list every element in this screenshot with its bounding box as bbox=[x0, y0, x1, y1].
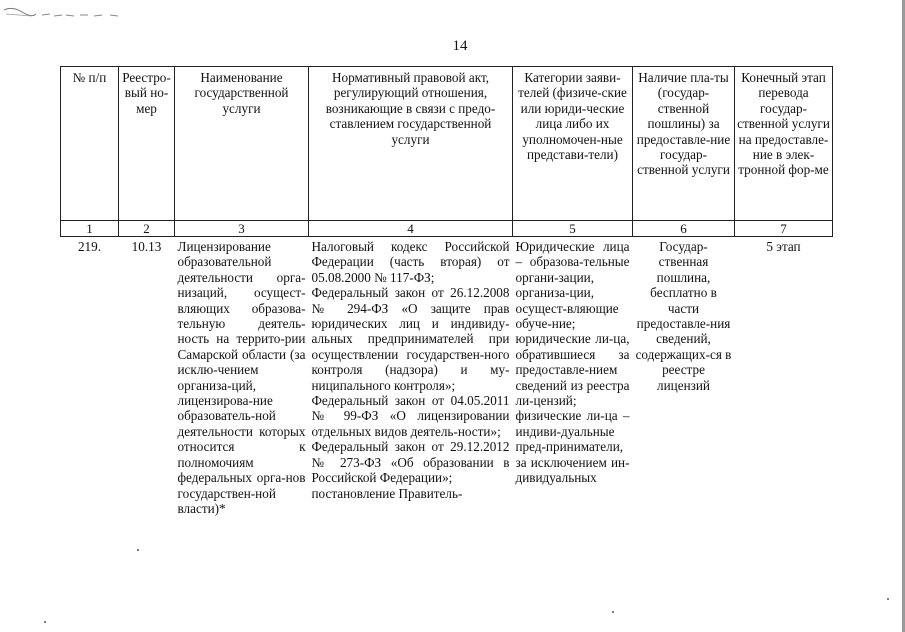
applicant-item: юридические ли-ца, обратившиеся за предоставле-нием сведений из реестра ли-цензий; bbox=[515, 331, 630, 409]
legal-act-item: постановление Правитель- bbox=[311, 485, 463, 501]
row-number: 219. bbox=[77, 239, 102, 254]
page-number: 14 bbox=[452, 38, 468, 54]
scan-artifact-mark bbox=[2, 2, 132, 18]
column-number: 7 bbox=[735, 221, 833, 237]
header-number: № п/п bbox=[61, 67, 119, 221]
table-row bbox=[61, 237, 833, 517]
row-service-name: Лицензирование образовательной деятельности орга-низаций, осущест-вляющих образова-тельную деятель-ность на террито-рии Самарской области (за исклю-чением организа-ций, лицензирова-ние образователь-ной деятельности которых относится к полномочиям федеральных орга-нов государствен-ной власти)* bbox=[177, 239, 306, 516]
services-registry-table bbox=[60, 66, 833, 516]
column-number: 3 bbox=[175, 221, 309, 237]
scan-speck bbox=[44, 621, 46, 623]
header-applicant-categories: Категории заяви-телей (физиче-ские или юриди-ческие лица либо их уполномочен-ные представи-тели) bbox=[513, 67, 633, 221]
scan-speck bbox=[887, 598, 889, 600]
header-fee: Наличие пла-ты (государ-ственной пошлины) за предоставле-ние государ-ственной услуги bbox=[633, 67, 735, 221]
table-header-row bbox=[61, 67, 833, 221]
scan-speck bbox=[612, 611, 614, 613]
column-number: 2 bbox=[119, 221, 175, 237]
legal-act-item: Федеральный закон от 04.05.2011 № 99-ФЗ «О лицензировании отдельных видов деятель-ности»; bbox=[311, 393, 510, 439]
scan-speck bbox=[137, 549, 139, 551]
header-registry-number: Реестро-вый но-мер bbox=[119, 67, 175, 221]
row-applicants bbox=[513, 237, 633, 517]
column-number: 6 bbox=[633, 221, 735, 237]
header-final-stage: Конечный этап перевода государ-ственной услуги на предоставле-ние в элек-тронной фор-ме bbox=[735, 67, 833, 221]
column-number-row bbox=[61, 221, 833, 237]
header-legal-act: Нормативный правовой акт, регулирующий отношения, возникающие в связи с предо-ставлением государственной услуги bbox=[309, 67, 513, 221]
row-final-stage: 5 этап bbox=[766, 239, 801, 254]
legal-act-item: Федеральный закон от 29.12.2012 № 273-ФЗ «Об образовании в Российской Федерации»; bbox=[311, 439, 510, 486]
row-fee: Государ-ственная пошлина, бесплатно в части предоставле-ния сведений, содержащих-ся в реестре лицензий bbox=[635, 239, 732, 393]
header-service-name: Наименование государственной услуги bbox=[175, 67, 309, 221]
legal-act-item: Федеральный закон от 26.12.2008 № 294-ФЗ «О защите прав юридических лиц и индивиду-альных предпринимателей при осуществлении государствен-ного контроля (надзора) и му-ниципального контроля»; bbox=[311, 285, 510, 393]
applicant-item: Юридические лица – образова-тельные органи-зации, организа-ции, осущест-вляющие обуче-ние; bbox=[515, 239, 630, 332]
column-number: 4 bbox=[309, 221, 513, 237]
row-registry-number: 10.13 bbox=[131, 239, 162, 254]
column-number: 1 bbox=[61, 221, 119, 237]
column-number: 5 bbox=[513, 221, 633, 237]
row-legal-acts bbox=[309, 237, 513, 517]
legal-act-item: Налоговый кодекс Российской Федерации (часть вторая) от 05.08.2000 № 117-ФЗ; bbox=[311, 239, 510, 285]
applicant-item: физические ли-ца – индиви-дуальные пред-приниматели, за исключением ин-дивидуальных bbox=[515, 408, 630, 486]
